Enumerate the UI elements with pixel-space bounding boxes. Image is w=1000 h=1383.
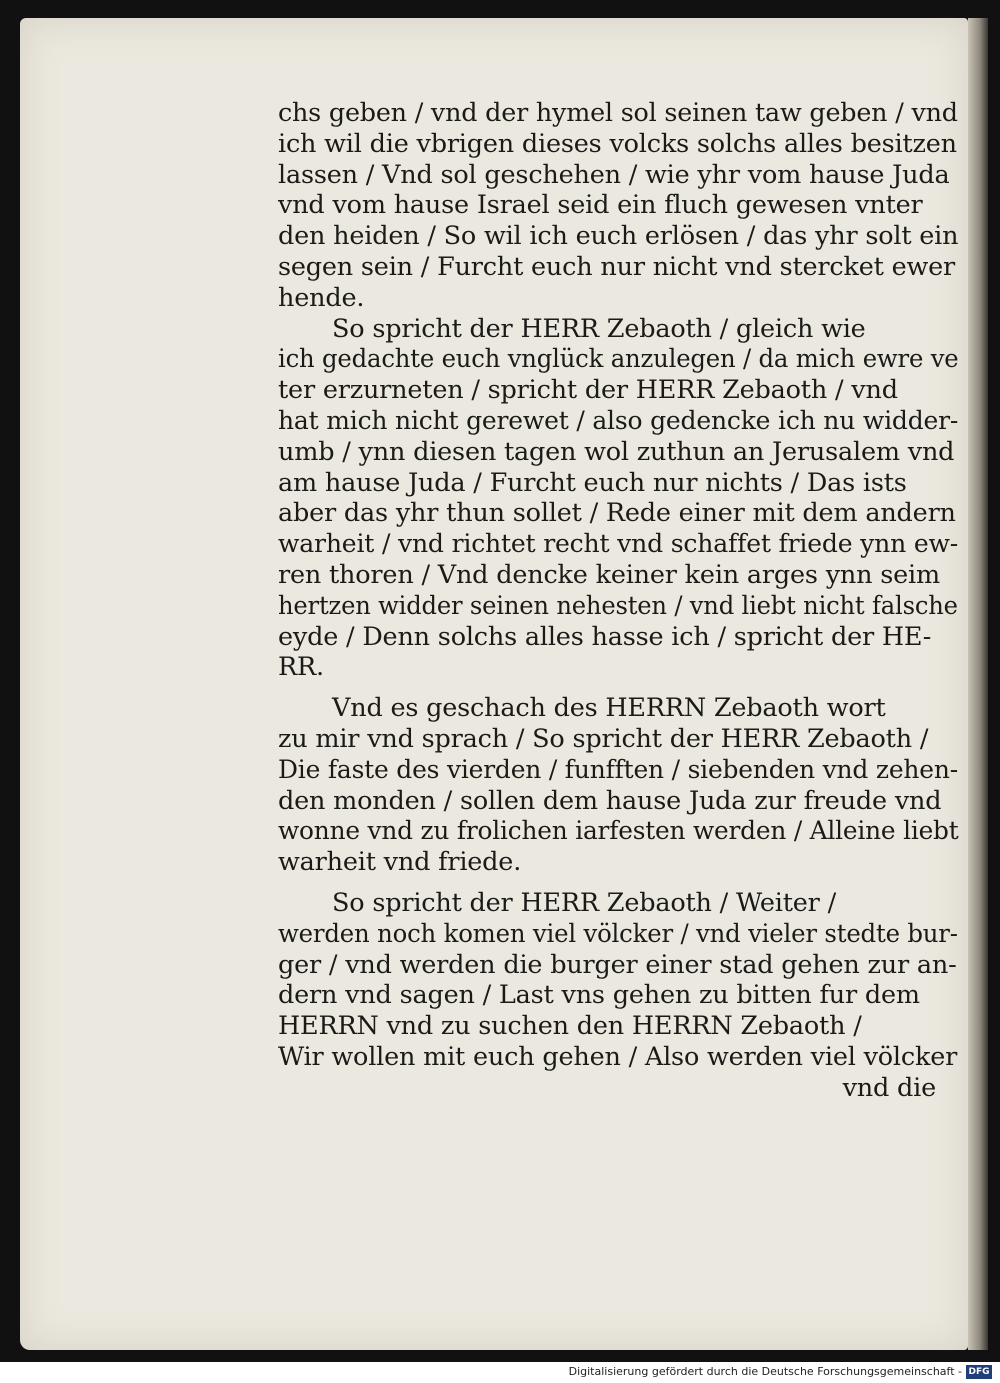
paragraph-4 <box>278 888 958 1104</box>
text-line: ter erzurneten / spricht der HERR Zebaoth / vnd <box>278 375 898 406</box>
text-line: dern vnd sagen / Last vns gehen zu bitten fur dem <box>278 980 920 1011</box>
page-text <box>278 98 958 1104</box>
text-line: ger / vnd werden die burger einer stad gehen zur an- <box>278 949 957 980</box>
text-line: werden noch komen viel völcker / vnd vieler stedte bur- <box>278 918 958 949</box>
text-line: segen sein / Furcht euch nur nicht vnd stercket ewer <box>278 251 955 282</box>
text-line: So spricht der HERR Zebaoth / gleich wie <box>332 313 866 344</box>
text-line: am hause Juda / Furcht euch nur nichts / Das ists <box>278 467 907 498</box>
text-line: umb / ynn diesen tagen wol zuthun an Jerusalem vnd <box>278 436 955 467</box>
text-line: HERRN vnd zu suchen den HERRN Zebaoth / <box>278 1011 862 1042</box>
text-line: den monden / sollen dem hause Juda zur freude vnd <box>278 785 942 816</box>
text-line: wonne vnd zu frolichen iarfesten werden / Alleine liebt <box>278 816 959 847</box>
page-edge-shadow <box>968 18 988 1350</box>
text-line: So spricht der HERR Zebaoth / Weiter / <box>332 887 836 918</box>
paragraph-3 <box>278 693 958 878</box>
funding-notice: Digitalisierung gefördert durch die Deutsche Forschungsgemeinschaft - <box>568 1365 962 1378</box>
text-line: den heiden / So wil ich euch erlösen / das yhr solt ein <box>278 221 959 252</box>
paragraph-2 <box>278 314 958 684</box>
text-line: Die faste des vierden / funfften / siebenden vnd zehen- <box>278 754 958 785</box>
paragraph-1 <box>278 98 958 314</box>
footer-bar <box>0 1362 1000 1383</box>
text-line: vnd vom hause Israel seid ein fluch gewesen vnter <box>278 190 923 221</box>
text-line: warheit / vnd richtet recht vnd schaffet friede ynn ew- <box>278 529 959 560</box>
text-line: eyde / Denn solchs alles hasse ich / spricht der HE- <box>278 621 932 652</box>
text-line: Wir wollen mit euch gehen / Also werden viel völcker <box>278 1041 958 1072</box>
text-line: ich wil die vbrigen dieses volcks solchs alles besitzen <box>278 128 957 159</box>
text-line: zu mir vnd sprach / So spricht der HERR Zebaoth / <box>278 723 929 754</box>
text-line: Vnd es geschach des HERRN Zebaoth wort <box>332 693 886 724</box>
text-line: hertzen widder seinen nehesten / vnd liebt nicht falsche <box>278 590 958 621</box>
dfg-logo: DFG <box>966 1365 992 1379</box>
text-line: lassen / Vnd sol geschehen / wie yhr vom hause Juda <box>278 159 950 190</box>
text-line: chs geben / vnd der hymel sol seinen taw geben / vnd <box>278 98 958 128</box>
text-line: warheit vnd friede. <box>278 847 522 878</box>
text-line: ich gedachte euch vnglück anzulegen / da mich ewre ve <box>278 344 959 375</box>
text-line: hat mich nicht gerewet / also gedencke ich nu widder- <box>278 405 959 436</box>
text-line: RR. <box>278 652 324 683</box>
catchword: vnd die <box>842 1072 936 1103</box>
text-line: hende. <box>278 282 365 313</box>
text-line: aber das yhr thun sollet / Rede einer mit dem andern <box>278 498 956 529</box>
text-line: ren thoren / Vnd dencke keiner kein arges ynn seim <box>278 559 940 590</box>
